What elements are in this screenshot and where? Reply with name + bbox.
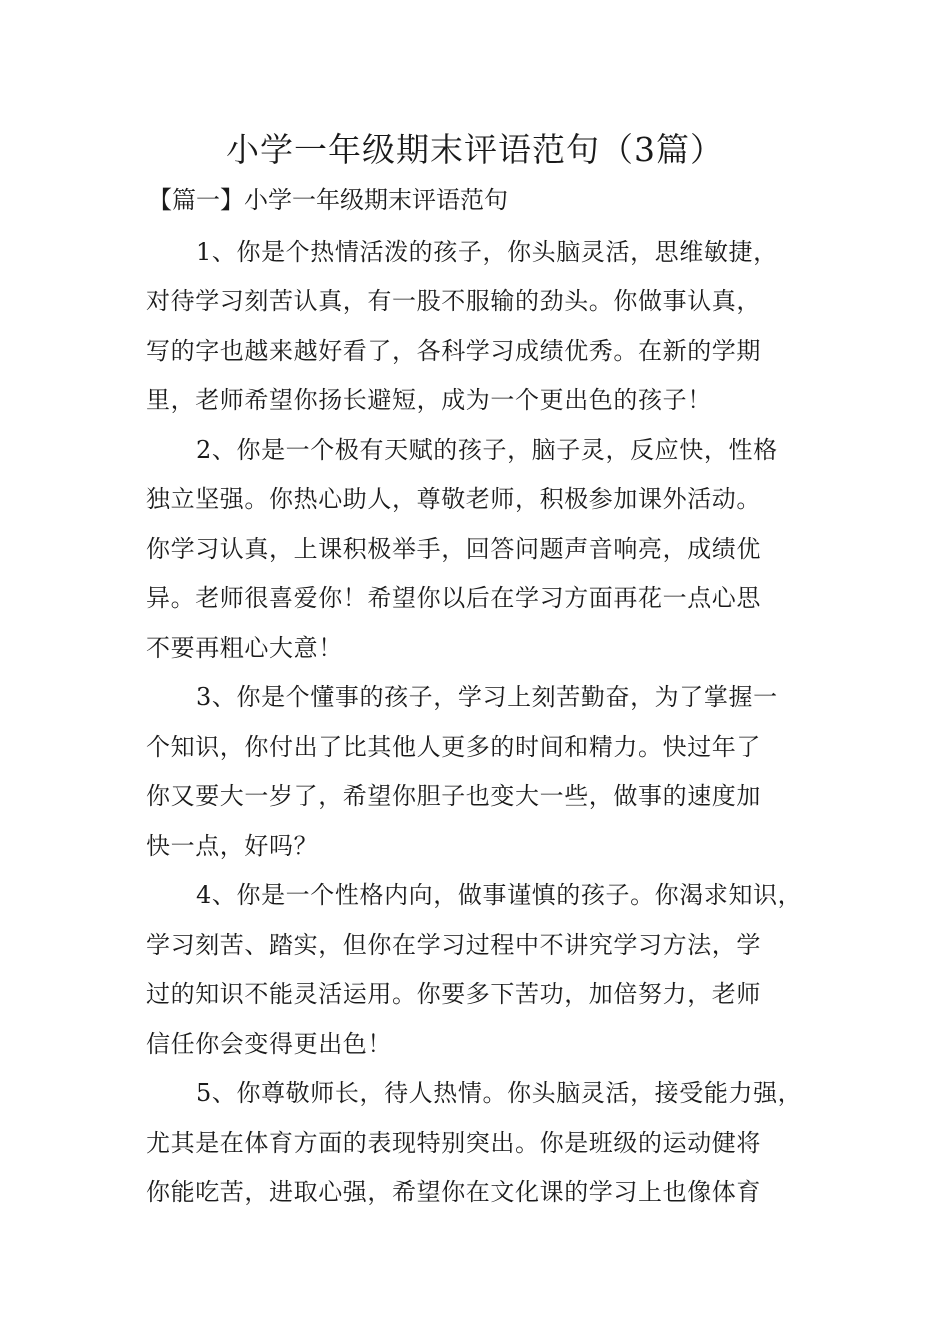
paragraph-2-line-1: 2、你是一个极有天赋的孩子，脑子灵，反应快，性格 bbox=[196, 436, 778, 464]
document-title: 小学一年级期末评语范句（3篇） bbox=[226, 130, 724, 169]
paragraph-4-line-1: 4、你是一个性格内向，做事谨慎的孩子。你渴求知识， bbox=[196, 881, 803, 909]
section-heading: 【篇一】小学一年级期末评语范句 bbox=[148, 186, 508, 214]
paragraph-2-line-2: 独立坚强。你热心助人，尊敬老师，积极参加课外活动。 bbox=[146, 485, 761, 513]
paragraph-5-line-1: 5、你尊敬师长，待人热情。你头脑灵活，接受能力强， bbox=[196, 1079, 803, 1107]
paragraph-3-line-1: 3、你是个懂事的孩子，学习上刻苦勤奋，为了掌握一 bbox=[196, 683, 778, 711]
paragraph-2-line-4: 异。老师很喜爱你！希望你以后在学习方面再花一点心思 bbox=[146, 584, 761, 612]
paragraph-3-line-4: 快一点，好吗？ bbox=[146, 832, 319, 860]
paragraph-1-line-1: 1、你是个热情活泼的孩子，你头脑灵活，思维敏捷， bbox=[196, 238, 778, 266]
paragraph-3-line-2: 个知识，你付出了比其他人更多的时间和精力。快过年了 bbox=[146, 733, 761, 761]
paragraph-2-line-5: 不要再粗心大意！ bbox=[146, 634, 343, 662]
paragraph-1-line-3: 写的字也越来越好看了，各科学习成绩优秀。在新的学期 bbox=[146, 337, 761, 365]
paragraph-2-line-3: 你学习认真，上课积极举手，回答问题声音响亮，成绩优 bbox=[146, 535, 761, 563]
paragraph-4-line-4: 信任你会变得更出色！ bbox=[146, 1030, 392, 1058]
paragraph-4-line-3: 过的知识不能灵活运用。你要多下苦功，加倍努力，老师 bbox=[146, 980, 761, 1008]
paragraph-4-line-2: 学习刻苦、踏实，但你在学习过程中不讲究学习方法，学 bbox=[146, 931, 761, 959]
paragraph-1-line-2: 对待学习刻苦认真，有一股不服输的劲头。你做事认真， bbox=[146, 287, 761, 315]
paragraph-5-line-3: 你能吃苦，进取心强，希望你在文化课的学习上也像体育 bbox=[146, 1178, 761, 1206]
paragraph-3-line-3: 你又要大一岁了，希望你胆子也变大一些，做事的速度加 bbox=[146, 782, 761, 810]
paragraph-5-line-2: 尤其是在体育方面的表现特别突出。你是班级的运动健将 bbox=[146, 1129, 761, 1157]
paragraph-1-line-4: 里，老师希望你扬长避短，成为一个更出色的孩子！ bbox=[146, 386, 712, 414]
